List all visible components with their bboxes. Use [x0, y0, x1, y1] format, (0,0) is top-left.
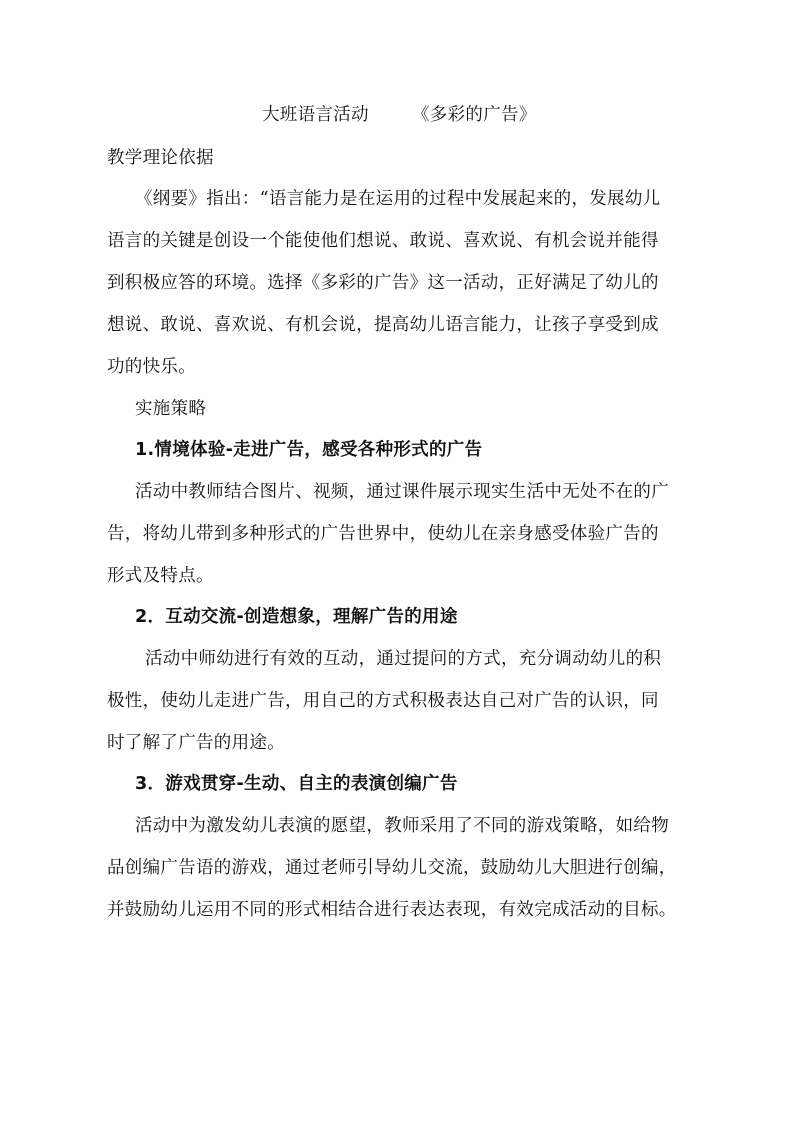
strategy-item-heading: 3．游戏贯穿-生动、自主的表演创编广告: [135, 774, 458, 794]
paragraph-line: 极性，使幼儿走进广告，用自己的方式积极表达自己对广告的认识，同: [107, 691, 659, 711]
paragraph-line: 《纲要》指出：“语言能力是在运用的过程中发展起来的，发展幼儿: [135, 189, 661, 209]
paragraph-line: 到积极应答的环境。选择《多彩的广告》这一活动，正好满足了幼儿的: [107, 273, 659, 293]
strategy-heading: 实施策略: [135, 399, 207, 419]
strategy-item-heading: 1.情境体验-走进广告，感受各种形式的广告: [135, 440, 483, 460]
paragraph-line: 并鼓励幼儿运用不同的形式相结合进行表达表现，有效完成活动的目标。: [107, 900, 677, 920]
paragraph-line: 活动中师幼进行有效的互动，通过提问的方式，充分调动幼儿的积: [145, 649, 662, 669]
title-activity: 大班语言活动: [262, 105, 369, 125]
paragraph-line: 活动中教师结合图片、视频，通过课件展示现实生活中无处不在的广: [135, 482, 669, 502]
paragraph-line: 品创编广告语的游戏，通过老师引导幼儿交流，鼓励幼儿大胆进行创编，: [107, 858, 677, 878]
strategy-item-heading: 2．互动交流-创造想象，理解广告的用途: [135, 607, 458, 627]
theory-heading: 教学理论依据: [107, 148, 214, 168]
paragraph-line: 形式及特点。: [107, 566, 214, 586]
title-name: 《多彩的广告》: [412, 105, 537, 125]
paragraph-line: 时了解了广告的用途。: [107, 733, 285, 753]
paragraph-line: 活动中为激发幼儿表演的愿望，教师采用了不同的游戏策略，如给物: [135, 816, 669, 836]
paragraph-line: 告，将幼儿带到多种形式的广告世界中，使幼儿在亲身感受体验广告的: [107, 524, 659, 544]
paragraph-line: 想说、敢说、喜欢说、有机会说，提高幼儿语言能力，让孩子享受到成: [107, 315, 659, 335]
paragraph-line: 语言的关键是创设一个能使他们想说、敢说、喜欢说、有机会说并能得: [107, 231, 659, 251]
paragraph-line: 功的快乐。: [107, 357, 196, 377]
